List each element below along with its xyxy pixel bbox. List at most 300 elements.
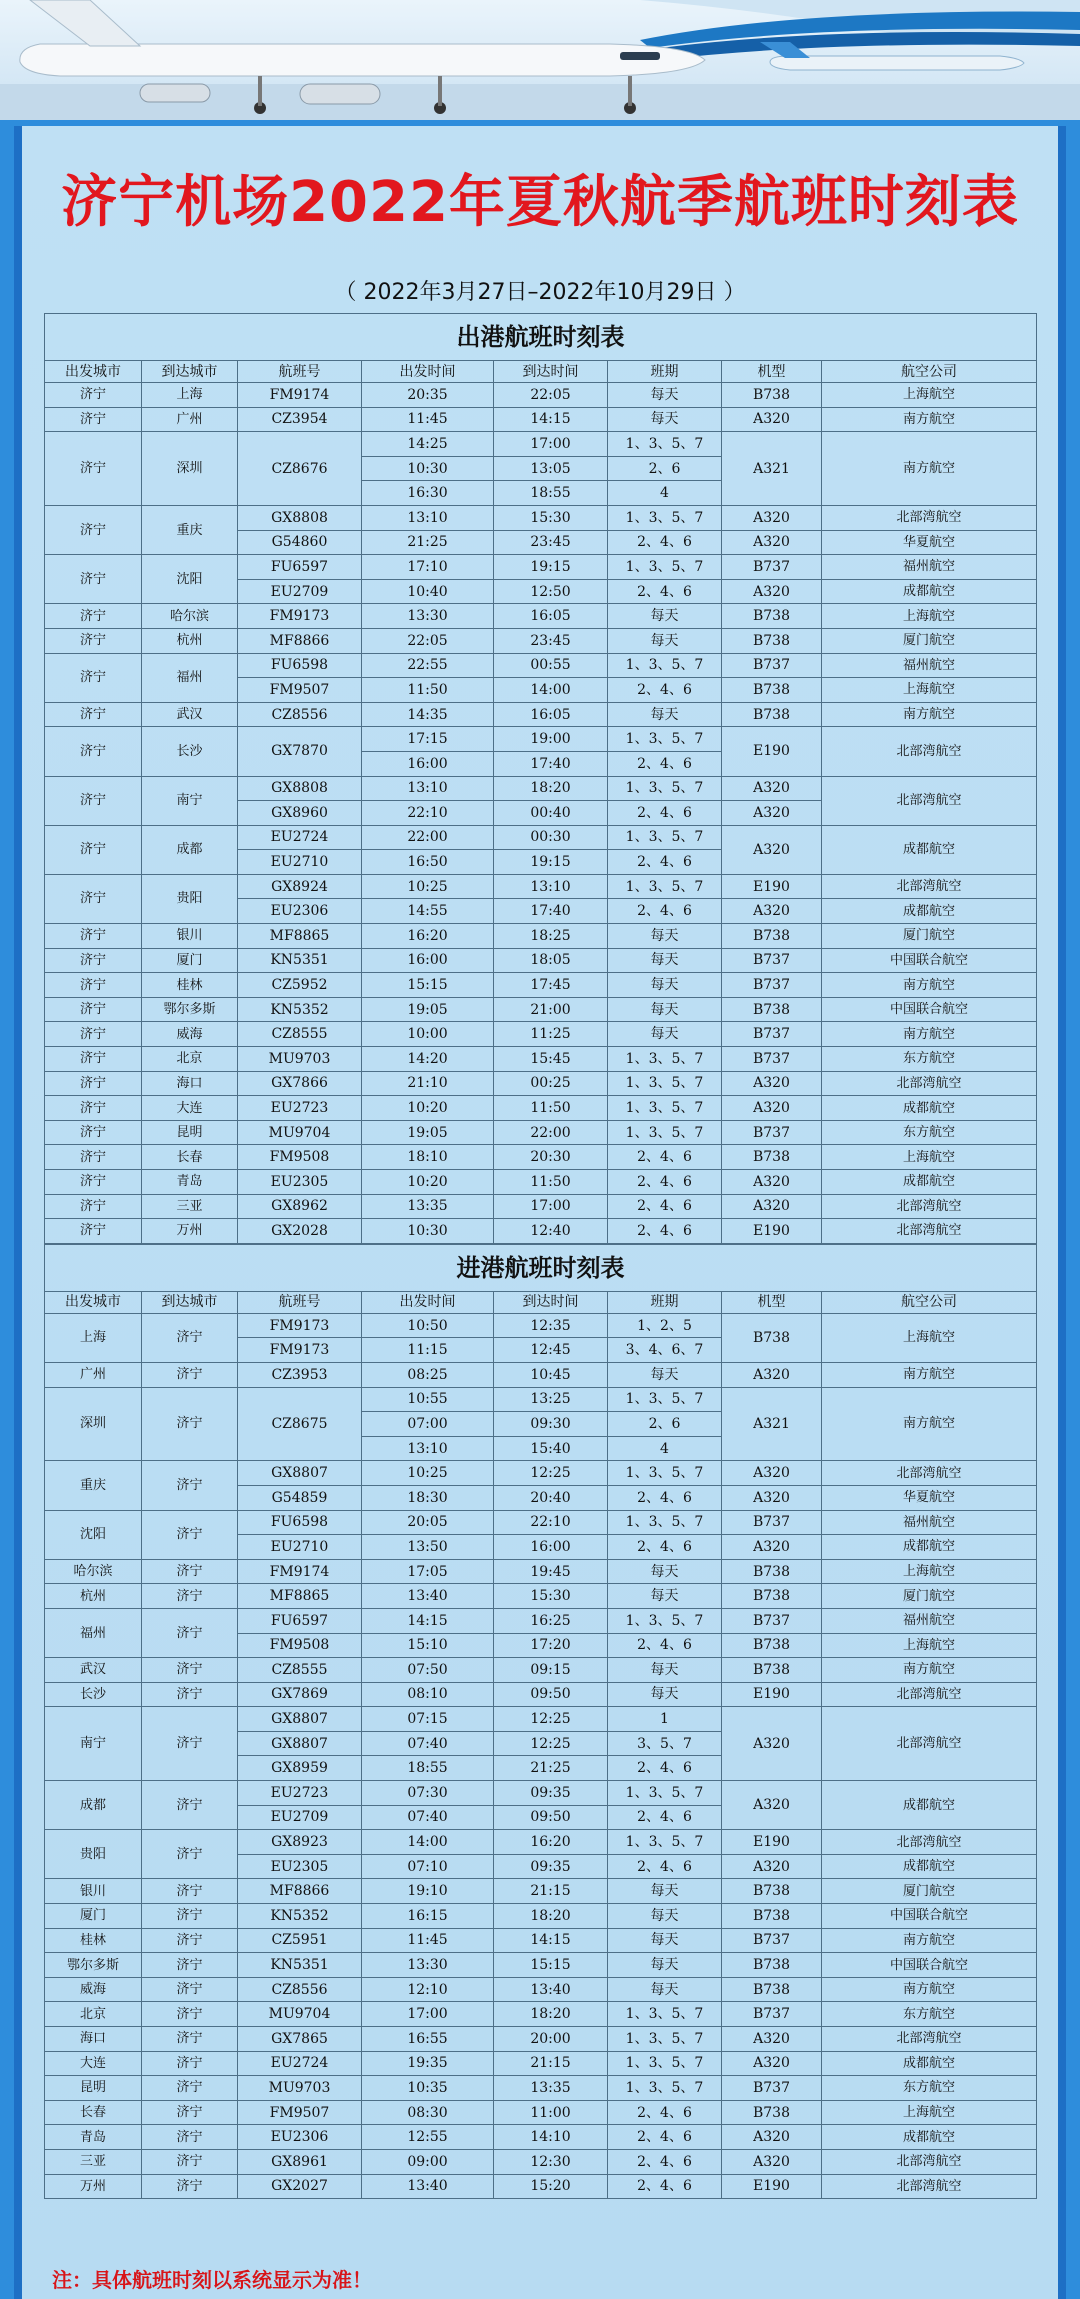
- destination-city-cell: 厦门: [142, 948, 238, 973]
- flight-number-cell: FM9173: [238, 604, 362, 629]
- departure-time-cell: 07:00: [362, 1412, 494, 1437]
- schedule-days-cell: 1、3、5、7: [608, 1120, 722, 1145]
- origin-city-cell: 深圳: [45, 1387, 142, 1461]
- schedule-days-cell: 2、6: [608, 456, 722, 481]
- schedule-days-cell: 4: [608, 1436, 722, 1461]
- airline-cell: 中国联合航空: [822, 1953, 1037, 1978]
- schedule-tables: [44, 313, 1036, 2199]
- aircraft-type-cell: A321: [722, 432, 822, 506]
- departure-time-cell: 10:55: [362, 1387, 494, 1412]
- destination-city-cell: 深圳: [142, 432, 238, 506]
- schedule-days-cell: 2、4、6: [608, 530, 722, 555]
- schedule-days-cell: 每天: [608, 1658, 722, 1683]
- origin-city-cell: 重庆: [45, 1461, 142, 1510]
- flight-number-cell: GX8808: [238, 505, 362, 530]
- origin-city-cell: 威海: [45, 1977, 142, 2002]
- origin-city-cell: 济宁: [45, 432, 142, 506]
- flight-number-cell: FU6598: [238, 653, 362, 678]
- schedule-days-cell: 每天: [608, 1928, 722, 1953]
- origin-city-cell: 济宁: [45, 1047, 142, 1072]
- flight-number-cell: MF8865: [238, 924, 362, 949]
- departure-time-cell: 14:55: [362, 899, 494, 924]
- column-header-origin-city: 出发城市: [45, 1291, 142, 1313]
- table-row: [45, 1953, 1037, 1978]
- schedule-days-cell: 2、4、6: [608, 801, 722, 826]
- origin-city-cell: 济宁: [45, 1194, 142, 1219]
- arrivals-body: [45, 1244, 1037, 2198]
- airline-cell: 厦门航空: [822, 924, 1037, 949]
- schedule-days-cell: 1、3、5、7: [608, 1387, 722, 1412]
- table-row: [45, 505, 1037, 530]
- arrivals-title-row: [45, 1244, 1037, 1291]
- table-row: [45, 948, 1037, 973]
- aircraft-type-cell: B737: [722, 653, 822, 678]
- arrival-time-cell: 00:40: [494, 801, 608, 826]
- origin-city-cell: 济宁: [45, 997, 142, 1022]
- departure-time-cell: 21:10: [362, 1071, 494, 1096]
- schedule-days-cell: 2、6: [608, 1412, 722, 1437]
- airline-cell: 北部湾航空: [822, 2174, 1037, 2199]
- arrival-time-cell: 16:00: [494, 1535, 608, 1560]
- aircraft-type-cell: A320: [722, 1707, 822, 1781]
- destination-city-cell: 济宁: [142, 1830, 238, 1879]
- table-row: [45, 1781, 1037, 1806]
- destination-city-cell: 济宁: [142, 1608, 238, 1657]
- aircraft-type-cell: B737: [722, 1510, 822, 1535]
- destination-city-cell: 昆明: [142, 1120, 238, 1145]
- table-row: [45, 973, 1037, 998]
- column-header-flight-number: 航班号: [238, 361, 362, 383]
- origin-city-cell: 济宁: [45, 727, 142, 776]
- departure-time-cell: 12:55: [362, 2125, 494, 2150]
- destination-city-cell: 济宁: [142, 1682, 238, 1707]
- departure-time-cell: 14:00: [362, 1830, 494, 1855]
- origin-city-cell: 三亚: [45, 2149, 142, 2174]
- flight-number-cell: MF8866: [238, 1879, 362, 1904]
- aircraft-type-cell: B737: [722, 1120, 822, 1145]
- schedule-days-cell: 每天: [608, 383, 722, 408]
- table-row: [45, 1584, 1037, 1609]
- arrival-time-cell: 20:30: [494, 1145, 608, 1170]
- schedule-days-cell: 1、3、5、7: [608, 727, 722, 752]
- destination-city-cell: 济宁: [142, 1904, 238, 1929]
- arrival-time-cell: 15:20: [494, 2174, 608, 2199]
- flight-number-cell: EU2306: [238, 2125, 362, 2150]
- schedule-days-cell: 每天: [608, 1362, 722, 1387]
- departure-time-cell: 10:25: [362, 1461, 494, 1486]
- flight-number-cell: MU9703: [238, 1047, 362, 1072]
- aircraft-type-cell: B738: [722, 1658, 822, 1683]
- airplane-illustration: [0, 0, 1080, 120]
- schedule-days-cell: 2、4、6: [608, 1535, 722, 1560]
- column-header-airline: 航空公司: [822, 361, 1037, 383]
- destination-city-cell: 长沙: [142, 727, 238, 776]
- table-row: [45, 1120, 1037, 1145]
- header-banner: [0, 0, 1080, 120]
- airline-cell: 厦门航空: [822, 1879, 1037, 1904]
- aircraft-type-cell: A320: [722, 1781, 822, 1830]
- airline-cell: 上海航空: [822, 1633, 1037, 1658]
- destination-city-cell: 成都: [142, 825, 238, 874]
- schedule-days-cell: 2、4、6: [608, 579, 722, 604]
- arrival-time-cell: 00:25: [494, 1071, 608, 1096]
- departure-time-cell: 10:20: [362, 1096, 494, 1121]
- origin-city-cell: 济宁: [45, 1170, 142, 1195]
- destination-city-cell: 济宁: [142, 2149, 238, 2174]
- column-header-departure-time: 出发时间: [362, 361, 494, 383]
- aircraft-type-cell: B737: [722, 948, 822, 973]
- aircraft-type-cell: A320: [722, 1071, 822, 1096]
- flight-number-cell: GX2027: [238, 2174, 362, 2199]
- destination-city-cell: 南宁: [142, 776, 238, 825]
- airline-cell: 成都航空: [822, 1781, 1037, 1830]
- flight-number-cell: EU2723: [238, 1781, 362, 1806]
- schedule-days-cell: 每天: [608, 407, 722, 432]
- arrival-time-cell: 21:25: [494, 1756, 608, 1781]
- aircraft-type-cell: A320: [722, 1485, 822, 1510]
- origin-city-cell: 济宁: [45, 407, 142, 432]
- airline-cell: 成都航空: [822, 825, 1037, 874]
- airline-cell: 成都航空: [822, 1535, 1037, 1560]
- departure-time-cell: 10:30: [362, 1219, 494, 1244]
- airline-cell: 华夏航空: [822, 530, 1037, 555]
- departure-time-cell: 08:10: [362, 1682, 494, 1707]
- arrival-time-cell: 15:15: [494, 1953, 608, 1978]
- schedule-days-cell: 2、4、6: [608, 850, 722, 875]
- departure-time-cell: 17:00: [362, 2002, 494, 2027]
- aircraft-type-cell: E190: [722, 1830, 822, 1855]
- flight-number-cell: EU2723: [238, 1096, 362, 1121]
- table-row: [45, 1707, 1037, 1732]
- destination-city-cell: 沈阳: [142, 555, 238, 604]
- departure-time-cell: 19:10: [362, 1879, 494, 1904]
- origin-city-cell: 济宁: [45, 973, 142, 998]
- arrival-time-cell: 23:45: [494, 628, 608, 653]
- departure-time-cell: 11:50: [362, 678, 494, 703]
- flight-number-cell: GX8962: [238, 1194, 362, 1219]
- aircraft-type-cell: B738: [722, 1953, 822, 1978]
- departure-time-cell: 19:35: [362, 2051, 494, 2076]
- table-row: [45, 383, 1037, 408]
- departures-section-title: 出港航班时刻表: [45, 314, 1037, 361]
- schedule-days-cell: 1、3、5、7: [608, 653, 722, 678]
- flight-number-cell: EU2709: [238, 1805, 362, 1830]
- flight-number-cell: CZ8556: [238, 1977, 362, 2002]
- column-header-arrival-time: 到达时间: [494, 1291, 608, 1313]
- arrival-time-cell: 22:00: [494, 1120, 608, 1145]
- airline-cell: 上海航空: [822, 1145, 1037, 1170]
- aircraft-type-cell: A320: [722, 530, 822, 555]
- arrival-time-cell: 13:35: [494, 2076, 608, 2101]
- arrival-time-cell: 21:00: [494, 997, 608, 1022]
- departure-time-cell: 13:10: [362, 776, 494, 801]
- flight-number-cell: MF8865: [238, 1584, 362, 1609]
- arrival-time-cell: 17:40: [494, 751, 608, 776]
- destination-city-cell: 重庆: [142, 505, 238, 554]
- table-row: [45, 1071, 1037, 1096]
- aircraft-type-cell: A320: [722, 1096, 822, 1121]
- airline-cell: 福州航空: [822, 1510, 1037, 1535]
- schedule-days-cell: 1、3、5、7: [608, 1071, 722, 1096]
- departure-time-cell: 13:10: [362, 505, 494, 530]
- table-row: [45, 1022, 1037, 1047]
- destination-city-cell: 济宁: [142, 1781, 238, 1830]
- airline-cell: 成都航空: [822, 899, 1037, 924]
- aircraft-type-cell: B738: [722, 628, 822, 653]
- table-row: [45, 1559, 1037, 1584]
- table-row: [45, 1313, 1037, 1338]
- schedule-days-cell: 2、4、6: [608, 1219, 722, 1244]
- aircraft-type-cell: A320: [722, 2125, 822, 2150]
- origin-city-cell: 哈尔滨: [45, 1559, 142, 1584]
- departure-time-cell: 21:25: [362, 530, 494, 555]
- origin-city-cell: 济宁: [45, 505, 142, 554]
- arrival-time-cell: 22:10: [494, 1510, 608, 1535]
- arrival-time-cell: 17:45: [494, 973, 608, 998]
- schedule-days-cell: 每天: [608, 1977, 722, 2002]
- arrivals-section-title: 进港航班时刻表: [45, 1244, 1037, 1291]
- destination-city-cell: 济宁: [142, 1387, 238, 1461]
- flight-number-cell: KN5352: [238, 1904, 362, 1929]
- destination-city-cell: 长春: [142, 1145, 238, 1170]
- arrival-time-cell: 15:45: [494, 1047, 608, 1072]
- flight-number-cell: CZ3954: [238, 407, 362, 432]
- airline-cell: 南方航空: [822, 1022, 1037, 1047]
- departure-time-cell: 13:30: [362, 1953, 494, 1978]
- departure-time-cell: 10:25: [362, 874, 494, 899]
- table-row: [45, 2100, 1037, 2125]
- table-row: [45, 2149, 1037, 2174]
- schedule-days-cell: 1、3、5、7: [608, 1047, 722, 1072]
- column-header-departure-time: 出发时间: [362, 1291, 494, 1313]
- schedule-days-cell: 1、3、5、7: [608, 2027, 722, 2052]
- schedule-days-cell: 1、3、5、7: [608, 505, 722, 530]
- aircraft-type-cell: B738: [722, 702, 822, 727]
- airline-cell: 上海航空: [822, 2100, 1037, 2125]
- destination-city-cell: 福州: [142, 653, 238, 702]
- departure-time-cell: 18:55: [362, 1756, 494, 1781]
- table-row: [45, 1387, 1037, 1412]
- aircraft-type-cell: B737: [722, 1928, 822, 1953]
- aircraft-type-cell: A320: [722, 899, 822, 924]
- airline-cell: 北部湾航空: [822, 874, 1037, 899]
- flight-number-cell: FM9174: [238, 383, 362, 408]
- arrival-time-cell: 12:35: [494, 1313, 608, 1338]
- arrival-time-cell: 19:00: [494, 727, 608, 752]
- schedule-days-cell: 每天: [608, 1559, 722, 1584]
- aircraft-type-cell: A320: [722, 505, 822, 530]
- aircraft-type-cell: B737: [722, 2076, 822, 2101]
- departure-time-cell: 13:35: [362, 1194, 494, 1219]
- arrival-time-cell: 23:45: [494, 530, 608, 555]
- origin-city-cell: 鄂尔多斯: [45, 1953, 142, 1978]
- flight-number-cell: KN5351: [238, 948, 362, 973]
- airline-cell: 东方航空: [822, 2002, 1037, 2027]
- arrival-time-cell: 09:50: [494, 1682, 608, 1707]
- departure-time-cell: 07:15: [362, 1707, 494, 1732]
- destination-city-cell: 济宁: [142, 1510, 238, 1559]
- schedule-days-cell: 每天: [608, 702, 722, 727]
- schedule-days-cell: 2、4、6: [608, 1633, 722, 1658]
- arrival-time-cell: 12:25: [494, 1707, 608, 1732]
- airline-cell: 东方航空: [822, 1047, 1037, 1072]
- schedule-days-cell: 每天: [608, 973, 722, 998]
- origin-city-cell: 济宁: [45, 1120, 142, 1145]
- schedule-days-cell: 每天: [608, 1682, 722, 1707]
- flight-number-cell: GX7869: [238, 1682, 362, 1707]
- table-row: [45, 874, 1037, 899]
- arrival-time-cell: 17:20: [494, 1633, 608, 1658]
- aircraft-type-cell: B737: [722, 1047, 822, 1072]
- arrival-time-cell: 12:40: [494, 1219, 608, 1244]
- table-row: [45, 1928, 1037, 1953]
- table-row: [45, 1904, 1037, 1929]
- schedule-days-cell: 1、3、5、7: [608, 825, 722, 850]
- arrival-time-cell: 13:25: [494, 1387, 608, 1412]
- flight-number-cell: EU2306: [238, 899, 362, 924]
- departure-time-cell: 11:45: [362, 407, 494, 432]
- aircraft-type-cell: A320: [722, 801, 822, 826]
- destination-city-cell: 武汉: [142, 702, 238, 727]
- table-row: [45, 1608, 1037, 1633]
- flight-number-cell: GX7866: [238, 1071, 362, 1096]
- departure-time-cell: 07:30: [362, 1781, 494, 1806]
- origin-city-cell: 济宁: [45, 874, 142, 923]
- arrival-time-cell: 12:25: [494, 1731, 608, 1756]
- aircraft-type-cell: B738: [722, 1559, 822, 1584]
- origin-city-cell: 济宁: [45, 776, 142, 825]
- arrival-time-cell: 20:40: [494, 1485, 608, 1510]
- schedule-days-cell: 2、4、6: [608, 899, 722, 924]
- flight-number-cell: CZ8555: [238, 1022, 362, 1047]
- schedule-days-cell: 2、4、6: [608, 1485, 722, 1510]
- flight-number-cell: CZ8675: [238, 1387, 362, 1461]
- table-row: [45, 2076, 1037, 2101]
- arrival-time-cell: 14:00: [494, 678, 608, 703]
- departure-time-cell: 14:20: [362, 1047, 494, 1072]
- airline-cell: 北部湾航空: [822, 1219, 1037, 1244]
- table-row: [45, 2051, 1037, 2076]
- arrival-time-cell: 13:05: [494, 456, 608, 481]
- origin-city-cell: 沈阳: [45, 1510, 142, 1559]
- destination-city-cell: 贵阳: [142, 874, 238, 923]
- table-row: [45, 1145, 1037, 1170]
- table-row: [45, 1194, 1037, 1219]
- flight-number-cell: CZ8555: [238, 1658, 362, 1683]
- arrival-time-cell: 11:00: [494, 2100, 608, 2125]
- flight-number-cell: FM9174: [238, 1559, 362, 1584]
- destination-city-cell: 济宁: [142, 1559, 238, 1584]
- airline-cell: 上海航空: [822, 1559, 1037, 1584]
- airline-cell: 上海航空: [822, 604, 1037, 629]
- airline-cell: 南方航空: [822, 702, 1037, 727]
- origin-city-cell: 济宁: [45, 924, 142, 949]
- airline-cell: 北部湾航空: [822, 2027, 1037, 2052]
- airline-cell: 福州航空: [822, 1608, 1037, 1633]
- flight-number-cell: GX7865: [238, 2027, 362, 2052]
- origin-city-cell: 武汉: [45, 1658, 142, 1683]
- table-row: [45, 1682, 1037, 1707]
- column-header-destination-city: 到达城市: [142, 1291, 238, 1313]
- origin-city-cell: 广州: [45, 1362, 142, 1387]
- table-row: [45, 702, 1037, 727]
- airline-cell: 北部湾航空: [822, 727, 1037, 776]
- table-row: [45, 727, 1037, 752]
- schedule-days-cell: 1、3、5、7: [608, 776, 722, 801]
- schedule-days-cell: 1、3、5、7: [608, 1608, 722, 1633]
- table-row: [45, 2125, 1037, 2150]
- column-header-flight-number: 航班号: [238, 1291, 362, 1313]
- flight-number-cell: GX8807: [238, 1731, 362, 1756]
- schedule-days-cell: 1、3、5、7: [608, 555, 722, 580]
- schedule-days-cell: 每天: [608, 628, 722, 653]
- schedule-days-cell: 2、4、6: [608, 2149, 722, 2174]
- flight-number-cell: FM9507: [238, 2100, 362, 2125]
- aircraft-type-cell: B738: [722, 1584, 822, 1609]
- flight-number-cell: FU6597: [238, 1608, 362, 1633]
- table-row: [45, 653, 1037, 678]
- flight-number-cell: KN5352: [238, 997, 362, 1022]
- aircraft-type-cell: E190: [722, 1682, 822, 1707]
- schedule-days-cell: 1、3、5、7: [608, 2002, 722, 2027]
- arrival-time-cell: 18:25: [494, 924, 608, 949]
- flight-number-cell: KN5351: [238, 1953, 362, 1978]
- departure-time-cell: 14:35: [362, 702, 494, 727]
- arrival-time-cell: 20:00: [494, 2027, 608, 2052]
- schedule-days-cell: 2、4、6: [608, 678, 722, 703]
- departure-time-cell: 10:35: [362, 2076, 494, 2101]
- flight-number-cell: EU2710: [238, 850, 362, 875]
- schedule-days-cell: 1、3、5、7: [608, 2051, 722, 2076]
- arrival-time-cell: 16:05: [494, 604, 608, 629]
- table-row: [45, 1096, 1037, 1121]
- table-row: [45, 825, 1037, 850]
- aircraft-type-cell: B738: [722, 678, 822, 703]
- flight-number-cell: FM9173: [238, 1313, 362, 1338]
- airline-cell: 华夏航空: [822, 1485, 1037, 1510]
- schedule-days-cell: 1、3、5、7: [608, 1830, 722, 1855]
- table-row: [45, 1219, 1037, 1244]
- schedule-days-cell: 1、3、5、7: [608, 1781, 722, 1806]
- departure-time-cell: 13:10: [362, 1436, 494, 1461]
- origin-city-cell: 济宁: [45, 948, 142, 973]
- destination-city-cell: 济宁: [142, 1879, 238, 1904]
- aircraft-type-cell: B738: [722, 2100, 822, 2125]
- schedule-days-cell: 1、3、5、7: [608, 2076, 722, 2101]
- aircraft-type-cell: B738: [722, 924, 822, 949]
- schedule-days-cell: 每天: [608, 1879, 722, 1904]
- departure-time-cell: 07:40: [362, 1805, 494, 1830]
- arrival-time-cell: 19:15: [494, 555, 608, 580]
- destination-city-cell: 济宁: [142, 1928, 238, 1953]
- arrivals-table: [44, 1244, 1037, 2199]
- flight-number-cell: GX8807: [238, 1707, 362, 1732]
- airline-cell: 北部湾航空: [822, 1071, 1037, 1096]
- flight-number-cell: GX8923: [238, 1830, 362, 1855]
- aircraft-type-cell: B738: [722, 997, 822, 1022]
- flight-number-cell: FU6597: [238, 555, 362, 580]
- airline-cell: 成都航空: [822, 2051, 1037, 2076]
- arrival-time-cell: 16:25: [494, 1608, 608, 1633]
- flight-number-cell: FM9173: [238, 1338, 362, 1363]
- aircraft-type-cell: B738: [722, 383, 822, 408]
- departure-time-cell: 14:15: [362, 1608, 494, 1633]
- airline-cell: 成都航空: [822, 1854, 1037, 1879]
- flight-number-cell: GX8959: [238, 1756, 362, 1781]
- airline-cell: 南方航空: [822, 1977, 1037, 2002]
- table-row: [45, 997, 1037, 1022]
- departure-time-cell: 22:55: [362, 653, 494, 678]
